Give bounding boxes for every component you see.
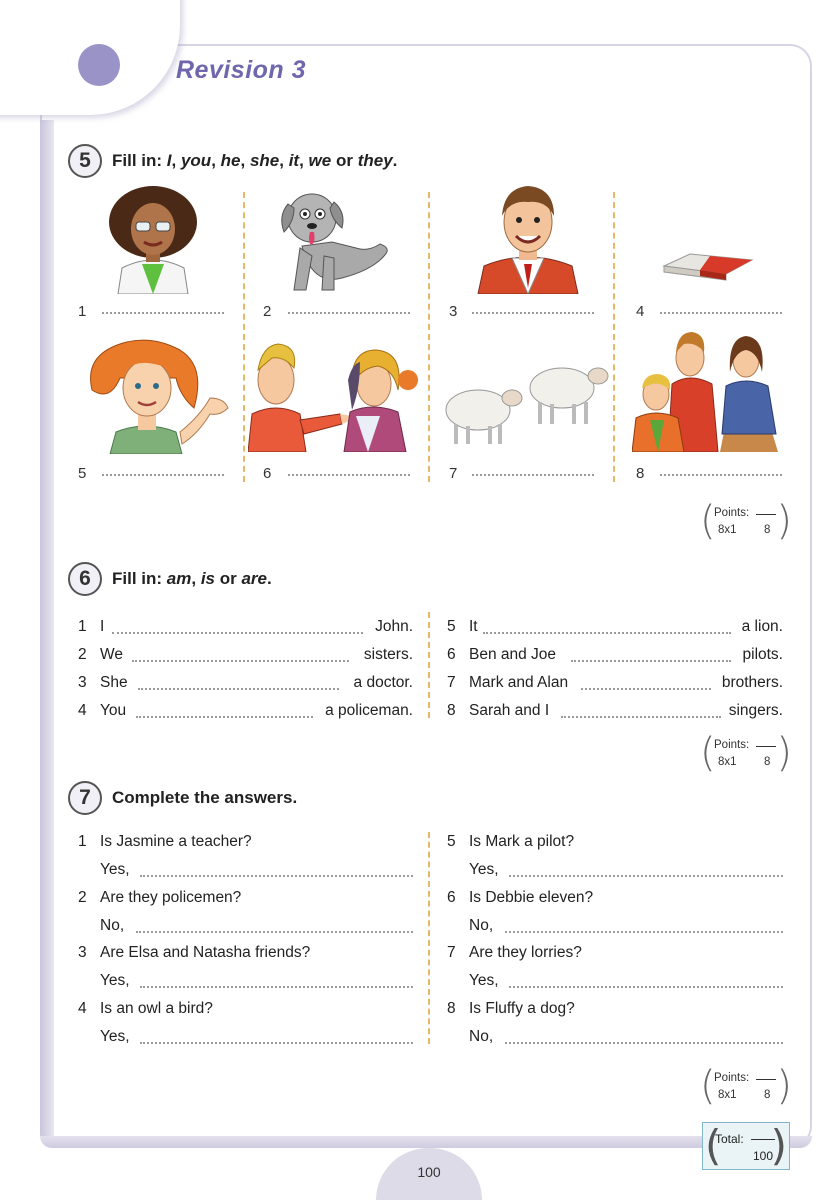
answer-start: Yes, <box>100 1028 130 1045</box>
family-icon <box>632 328 788 452</box>
ex6-sentence <box>78 674 413 694</box>
points-multiplier: 8x1 <box>718 756 737 768</box>
paren-right: ) <box>776 498 792 544</box>
ex5-word-1: I <box>166 151 172 170</box>
answer-start: No, <box>469 917 494 934</box>
answer-blank[interactable] <box>102 474 224 476</box>
points-label: Points: <box>714 1072 750 1084</box>
ex7-answer <box>78 917 413 937</box>
sentence-start: Ben and Joe <box>469 646 557 663</box>
ex5-word-7: they <box>357 151 393 170</box>
picture-number: 3 <box>449 303 458 320</box>
ex5-word-5: it <box>288 151 300 170</box>
item-number: 6 <box>447 646 456 663</box>
answer-blank[interactable] <box>140 1042 413 1044</box>
paren-left: ( <box>705 1121 722 1170</box>
ex7-question <box>447 1000 783 1020</box>
picture-number: 5 <box>78 465 87 482</box>
points-blank[interactable] <box>756 514 776 515</box>
item-number: 1 <box>78 833 87 850</box>
ex6-sentence <box>447 618 783 638</box>
paren-right: ) <box>776 730 792 776</box>
answer-blank[interactable] <box>138 688 339 690</box>
question-text: Are Elsa and Natasha friends? <box>100 944 311 961</box>
ex7-question <box>78 889 413 909</box>
answer-blank[interactable] <box>505 931 783 933</box>
item-number: 8 <box>447 1000 456 1017</box>
answer-blank[interactable] <box>505 1042 783 1044</box>
girl-icon <box>80 336 232 454</box>
ex5-word-2: you <box>180 151 212 170</box>
points-blank[interactable] <box>756 1079 776 1080</box>
answer-blank[interactable] <box>660 474 782 476</box>
answer-blank[interactable] <box>288 312 410 314</box>
question-text: Is Debbie eleven? <box>469 889 594 906</box>
ex5-heading <box>68 144 397 178</box>
sentence-end: a doctor. <box>353 674 413 691</box>
paren-right: ) <box>770 1121 787 1170</box>
points-max: 8 <box>764 524 771 536</box>
ex6-word-2: is <box>200 569 215 588</box>
ex6-sentence <box>78 618 413 638</box>
total-max: 100 <box>753 1149 774 1163</box>
item-number: 5 <box>447 833 456 850</box>
points-max: 8 <box>764 1089 771 1101</box>
ex7-instruction: Complete the answers. <box>112 788 298 807</box>
answer-blank[interactable] <box>472 474 594 476</box>
sheep-icon <box>438 352 610 446</box>
ex7-question <box>447 833 783 853</box>
sentence-start: I <box>100 618 105 635</box>
ex5-word-4: she <box>249 151 280 170</box>
eraser-icon <box>660 244 754 284</box>
ex5-instruction: Fill in: I, you, he, she, it, we or they. <box>112 151 398 170</box>
ex7-answer <box>447 972 783 992</box>
ex7-points-box <box>700 1063 792 1109</box>
points-label: Points: <box>714 507 750 519</box>
ex6-instruction-prefix: Fill in: <box>112 569 167 588</box>
dog-icon <box>272 186 398 294</box>
item-number: 4 <box>78 702 87 719</box>
answer-start: Yes, <box>469 972 499 989</box>
item-number: 3 <box>78 944 87 961</box>
picture-number: 7 <box>449 465 458 482</box>
question-text: Is Fluffy a dog? <box>469 1000 575 1017</box>
item-number: 7 <box>447 674 456 691</box>
column-divider <box>428 612 430 718</box>
column-divider <box>428 192 430 482</box>
ex5-word-6: we <box>308 151 332 170</box>
sentence-end: brothers. <box>721 674 783 691</box>
question-text: Are they policemen? <box>100 889 242 906</box>
ex7-answer <box>447 861 783 881</box>
sentence-end: a lion. <box>741 618 783 635</box>
answer-start: Yes, <box>469 861 499 878</box>
picture-number: 1 <box>78 303 87 320</box>
item-number: 8 <box>447 702 456 719</box>
item-number: 2 <box>78 646 87 663</box>
sentence-start: We <box>100 646 123 663</box>
ex7-answer <box>447 1028 783 1048</box>
boy-icon <box>472 182 584 294</box>
points-multiplier: 8x1 <box>718 524 737 536</box>
answer-blank[interactable] <box>102 312 224 314</box>
paren-left: ( <box>700 730 716 776</box>
answer-start: No, <box>469 1028 494 1045</box>
item-number: 5 <box>447 618 456 635</box>
picture-number: 6 <box>263 465 272 482</box>
answer-blank[interactable] <box>660 312 782 314</box>
ex7-question <box>78 944 413 964</box>
question-text: Are they lorries? <box>469 944 582 961</box>
answer-blank[interactable] <box>581 688 711 690</box>
answer-blank[interactable] <box>571 660 731 662</box>
ex6-heading <box>68 562 272 596</box>
picture-number: 2 <box>263 303 272 320</box>
column-divider <box>613 192 615 482</box>
frame-bottom <box>40 1136 812 1148</box>
answer-blank[interactable] <box>509 875 783 877</box>
corner-dot-icon <box>78 44 120 86</box>
ex6-sentence <box>447 674 783 694</box>
total-box <box>702 1122 790 1170</box>
answer-start: No, <box>100 917 125 934</box>
item-number: 1 <box>78 618 87 635</box>
ex6-word-3: are <box>241 569 267 588</box>
column-divider <box>428 832 430 1044</box>
sentence-start: It <box>469 618 478 635</box>
frame-shadow <box>40 120 54 1148</box>
answer-blank[interactable] <box>509 986 783 988</box>
ex7-answer <box>78 972 413 992</box>
picture-number: 8 <box>636 465 645 482</box>
item-number: 6 <box>447 889 456 906</box>
answer-blank[interactable] <box>483 632 731 634</box>
ex6-sentence <box>78 646 413 666</box>
answer-blank[interactable] <box>136 931 413 933</box>
sentence-end: a policeman. <box>325 702 413 719</box>
ex5-instruction-prefix: Fill in: <box>112 151 167 170</box>
sentence-end: singers. <box>728 702 783 719</box>
page-number: 100 <box>417 1164 441 1180</box>
sentence-end: pilots. <box>742 646 783 663</box>
sentence-end: John. <box>375 618 413 635</box>
sentence-end: sisters. <box>363 646 413 663</box>
item-number: 2 <box>78 889 87 906</box>
question-text: Is an owl a bird? <box>100 1000 213 1017</box>
answer-blank[interactable] <box>288 474 410 476</box>
ex7-answer <box>78 1028 413 1048</box>
ex7-number: 7 <box>68 781 102 815</box>
ex6-sentence <box>78 702 413 722</box>
answer-blank[interactable] <box>136 716 313 718</box>
paren-right: ) <box>776 1063 792 1109</box>
ex6-sentence <box>447 702 783 722</box>
answer-blank[interactable] <box>132 660 349 662</box>
points-blank[interactable] <box>756 746 776 747</box>
total-label: Total: <box>715 1132 744 1146</box>
item-number: 7 <box>447 944 456 961</box>
sentence-start: Sarah and I <box>469 702 550 719</box>
answer-blank[interactable] <box>140 875 413 877</box>
points-multiplier: 8x1 <box>718 1089 737 1101</box>
question-text: Is Mark a pilot? <box>469 833 575 850</box>
answer-blank[interactable] <box>472 312 594 314</box>
answer-blank[interactable] <box>561 716 721 718</box>
ex7-answer <box>447 917 783 937</box>
question-text: Is Jasmine a teacher? <box>100 833 252 850</box>
ex7-question <box>78 1000 413 1020</box>
ex7-heading <box>68 781 297 815</box>
ex7-question <box>78 833 413 853</box>
boy-pointing-at-girls-icon <box>248 340 424 452</box>
answer-blank[interactable] <box>140 986 413 988</box>
ex7-answer <box>78 861 413 881</box>
picture-number: 4 <box>636 303 645 320</box>
paren-left: ( <box>700 498 716 544</box>
ex7-question <box>447 944 783 964</box>
ex6-sentence <box>447 646 783 666</box>
paren-left: ( <box>700 1063 716 1109</box>
ex6-points-box <box>700 730 792 776</box>
ex6-word-1: am <box>166 569 192 588</box>
ex5-number: 5 <box>68 144 102 178</box>
points-label: Points: <box>714 739 750 751</box>
sentence-start: You <box>100 702 127 719</box>
points-max: 8 <box>764 756 771 768</box>
answer-start: Yes, <box>100 972 130 989</box>
sentence-start: Mark and Alan <box>469 674 569 691</box>
ex7-question <box>447 889 783 909</box>
ex5-points-box <box>700 498 792 544</box>
answer-blank[interactable] <box>112 632 363 634</box>
woman-doctor-icon <box>98 182 208 294</box>
item-number: 3 <box>78 674 87 691</box>
ex6-number: 6 <box>68 562 102 596</box>
page-title: Revision 3 <box>176 56 307 84</box>
answer-start: Yes, <box>100 861 130 878</box>
ex5-word-3: he <box>220 151 241 170</box>
item-number: 4 <box>78 1000 87 1017</box>
column-divider <box>243 192 245 482</box>
sentence-start: She <box>100 674 128 691</box>
ex6-instruction: Fill in: am, is or are. <box>112 569 272 588</box>
